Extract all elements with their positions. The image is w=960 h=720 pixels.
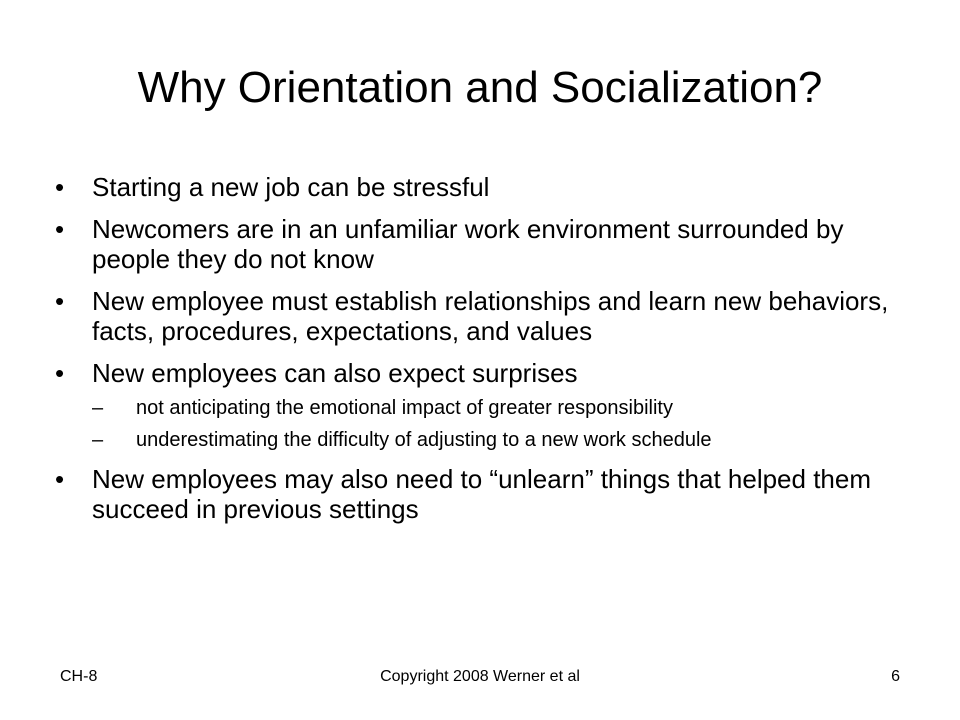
bullet-text: New employee must establish relationships and learn new behaviors, facts, procedures, expectations, and values — [92, 286, 889, 346]
bullet-icon: • — [55, 286, 65, 316]
slide-title: Why Orientation and Socialization? — [137, 63, 823, 112]
bullet-icon: • — [55, 464, 65, 494]
bullet-text: Starting a new job can be stressful — [92, 172, 490, 202]
bullet-item — [55, 358, 915, 452]
bullet-icon: • — [55, 358, 65, 388]
footer-copyright: Copyright 2008 Werner et al — [380, 668, 580, 685]
footer-page-number: 6 — [891, 668, 900, 685]
bullet-text: New employees can also expect surprises — [92, 358, 578, 388]
sub-bullet-text: not anticipating the emotional impact of greater responsibility — [136, 397, 673, 419]
bullet-item — [55, 464, 915, 524]
sub-bullet-item — [92, 396, 915, 420]
bullet-item — [55, 214, 915, 274]
bullet-list — [55, 172, 915, 536]
bullet-item — [55, 286, 915, 346]
bullet-icon: • — [55, 214, 65, 244]
bullet-text: Newcomers are in an unfamiliar work environment surrounded by people they do not know — [92, 214, 844, 274]
sub-bullet-text: underestimating the difficulty of adjusting to a new work schedule — [136, 429, 712, 451]
bullet-icon: • — [55, 172, 65, 202]
sub-bullet-list — [92, 396, 915, 452]
footer-chapter: CH-8 — [60, 668, 98, 685]
dash-icon: – — [92, 429, 104, 451]
dash-icon: – — [92, 397, 104, 419]
bullet-text: New employees may also need to “unlearn” things that helped them succeed in previous settings — [92, 464, 871, 524]
bullet-item — [55, 172, 915, 202]
sub-bullet-item — [92, 428, 915, 452]
